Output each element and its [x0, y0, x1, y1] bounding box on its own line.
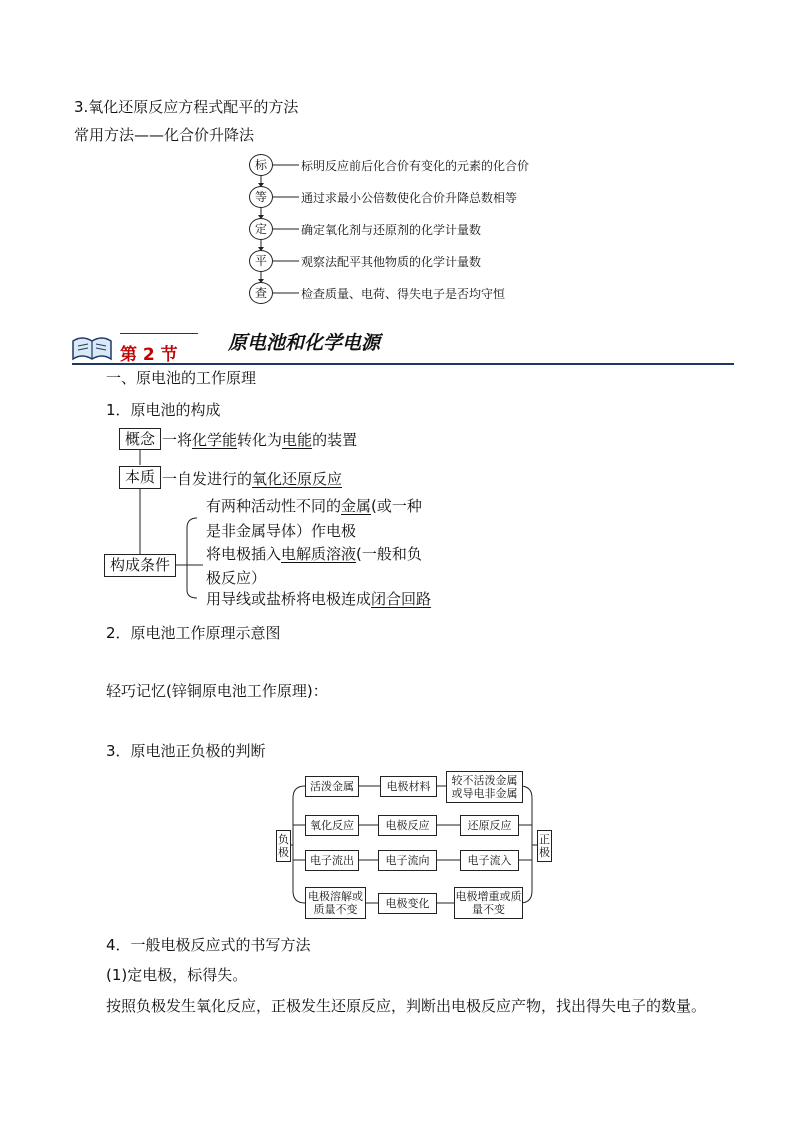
text-underlined: 金属 [341, 497, 372, 515]
chapter-title: 原电池和化学电源 [228, 332, 381, 354]
text-plain: (或一种 [371, 497, 422, 515]
step-circle: 定 [249, 218, 273, 240]
text-plain: 将电极插入 [206, 545, 282, 563]
step-circle: 查 [249, 282, 273, 304]
text-plain: (一般和负 [356, 545, 422, 563]
item-heading: 4．一般电极反应式的书写方法 [106, 936, 311, 954]
judge-left-box: 电极溶解或质量不变 [305, 887, 366, 919]
method-title: 常用方法——化合价升降法 [74, 126, 255, 144]
text-underlined: 闭合回路 [371, 590, 432, 608]
text-underlined: 电解质溶液 [281, 545, 357, 563]
condition-line: 是非金属导体）作电极 [206, 522, 357, 540]
text-underlined: 化学能 [192, 431, 238, 449]
step-heading: (1)定电极，标得失。 [106, 966, 248, 984]
concept-box: 概念 [119, 428, 161, 450]
condition-line: 极反应） [206, 569, 267, 587]
judge-left-box: 活泼金属 [305, 776, 359, 797]
positive-pole-box: 正极 [537, 830, 552, 862]
step-text: 标明反应前后化合价有变化的元素的化合价 [301, 159, 530, 173]
text-plain: 一将 [162, 431, 193, 449]
step-text: 检查质量、电荷、得失电子是否均守恒 [301, 287, 506, 301]
judge-right-box: 电子流入 [460, 850, 519, 871]
judge-mid-box: 电极材料 [380, 776, 437, 797]
step-text: 观察法配平其他物质的化学计量数 [301, 255, 482, 269]
section-heading: 3.氧化还原反应方程式配平的方法 [74, 98, 299, 116]
step-text: 通过求最小公倍数使化合价升降总数相等 [301, 191, 518, 205]
item-heading: 1．原电池的构成 [106, 401, 221, 419]
part-heading: 一、原电池的工作原理 [106, 369, 257, 387]
text-plain: 用导线或盐桥将电极连成 [206, 590, 372, 608]
text-plain: 一自发进行的 [162, 470, 253, 488]
step-circle: 标 [249, 154, 273, 176]
text-underlined: 电能 [282, 431, 313, 449]
text-plain: 的装置 [312, 431, 358, 449]
text-plain: 转化为 [237, 431, 283, 449]
judge-left-box: 电子流出 [305, 850, 359, 871]
section-number: 第 2 节 [120, 345, 178, 365]
judge-right-box: 还原反应 [460, 815, 519, 836]
conditions-box: 构成条件 [104, 554, 176, 577]
judge-right-box: 较不活泼金属或导电非金属 [446, 771, 523, 803]
negative-pole-box: 负极 [276, 830, 291, 862]
memo-text: 轻巧记忆(锌铜原电池工作原理)： [106, 682, 328, 700]
judge-right-box: 电极增重或质量不变 [454, 887, 523, 919]
item-heading: 3．原电池正负极的判断 [106, 742, 266, 760]
step-circle: 平 [249, 250, 273, 272]
text-underlined: 氧化还原反应 [252, 470, 343, 488]
judge-mid-box: 电子流向 [378, 850, 437, 871]
judge-mid-box: 电极反应 [378, 815, 437, 836]
judge-mid-box: 电极变化 [378, 893, 437, 914]
step-description: 按照负极发生氧化反应，正极发生还原反应，判断出电极反应产物，找出得失电子的数量。 [106, 997, 707, 1015]
judge-left-box: 氧化反应 [305, 815, 359, 836]
text-plain: 有两种活动性不同的 [206, 497, 342, 515]
step-circle: 等 [249, 186, 273, 208]
essence-box: 本质 [119, 466, 161, 489]
step-text: 确定氧化剂与还原剂的化学计量数 [301, 223, 482, 237]
item-heading: 2．原电池工作原理示意图 [106, 624, 281, 642]
